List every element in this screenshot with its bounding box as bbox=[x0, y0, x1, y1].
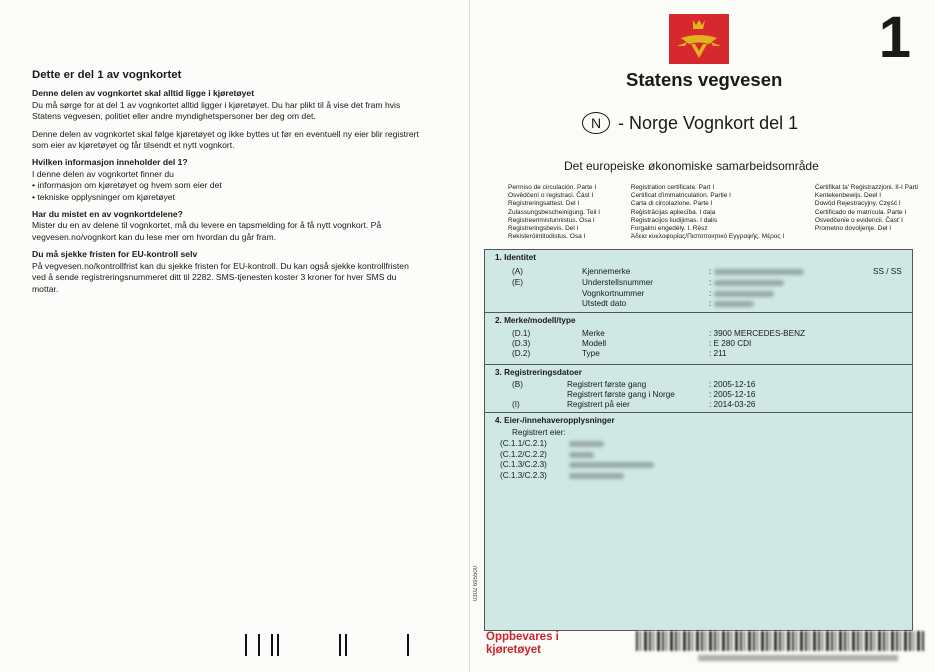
section-title: Du må sjekke fristen for EU-kontroll selv bbox=[32, 249, 198, 260]
redacted-value: : bbox=[709, 267, 804, 276]
lang-column-2: Registration certificate. Part I Certificat d'immatriculation. Partie I Carta di circolazione. Parte I Reģistrācijas apliecība. I daļa Registracijos liudijimas. I dalis Forgalmi engedély. I. Rész Άδεια κυκλοφορίας/Πιστοποιητικό Εγγραφής. Μέρος I bbox=[630, 184, 785, 241]
language-translations bbox=[508, 184, 918, 241]
redacted-barcode-number bbox=[698, 655, 898, 661]
document-title-text: - Norge Vognkort del 1 bbox=[618, 112, 799, 133]
right-page bbox=[470, 0, 935, 672]
section-title: 3. Registreringsdatoer bbox=[495, 368, 582, 377]
page-number: 1 bbox=[878, 5, 911, 70]
statens-vegvesen-logo-icon bbox=[669, 14, 729, 64]
bullet-item: • informasjon om kjøretøyet og hvem som eier det bbox=[32, 180, 424, 191]
bullet-list bbox=[32, 180, 424, 203]
barcode-icon bbox=[636, 631, 926, 651]
registration-form bbox=[484, 249, 913, 631]
form-row: (C.1.2/C.2.2) bbox=[485, 450, 912, 460]
form-row: (D.1) Merke : 3900 MERCEDES-BENZ bbox=[512, 329, 806, 338]
section-title: 2. Merke/modell/type bbox=[495, 316, 576, 325]
eea-label: Det europeiske økonomiske samarbeidsområde bbox=[564, 159, 819, 173]
paragraph: I denne delen av vognkortet finner du bbox=[32, 168, 174, 179]
section-title: 1. Identitet bbox=[495, 253, 536, 262]
form-row: (D.3) Modell : E 280 CDI bbox=[512, 339, 752, 348]
bullet-item: • tekniske opplysninger om kjøretøyet bbox=[32, 192, 424, 203]
section-identity bbox=[485, 250, 912, 312]
form-row: (C.1.1/C.2.1) bbox=[485, 439, 912, 449]
paragraph: På vegvesen.no/kontrollfrist kan du sjekke fristen for EU-kontroll. Du kan også sjekke kontrollfristen ved å sende registreringsnummeret ditt til 2282. SMS-tjenesten koster 3 kroner for hver SMS du mottar. bbox=[32, 260, 409, 294]
section-title: Denne delen av vognkortet skal alltid ligge i kjøretøyet bbox=[32, 88, 255, 99]
section-title: 4. Eier-/innehaveropplysninger bbox=[495, 416, 615, 425]
form-serial-number: 0302 695500 bbox=[473, 566, 479, 602]
document-title bbox=[582, 112, 798, 134]
lang-column-3: Ċertifikat ta' Reġistrazzjoni. II-I Parti Kentekenbewijs. Deel I Dowód Rejestracyjny. Część I Certificado de matrícula. Parte I Osvedčenie o evidencii. Časť I Prometno dovoljenje. Del I bbox=[814, 184, 918, 233]
form-row: (E) Understellsnummer : bbox=[485, 278, 912, 288]
form-row: (B) Registrert første gang : 2005-12-16 bbox=[512, 380, 756, 389]
form-row: Vognkortnummer : bbox=[485, 289, 912, 299]
info-text bbox=[32, 70, 424, 301]
form-row: (D.2) Type : 211 bbox=[512, 349, 727, 358]
redacted-value: : bbox=[709, 278, 784, 287]
left-heading: Dette er del 1 av vognkortet bbox=[32, 69, 182, 81]
ss-value: SS / SS bbox=[873, 267, 902, 276]
keep-in-vehicle-notice: Oppbevares i kjøretøyet bbox=[486, 631, 559, 656]
section-title: Har du mistet en av vognkortdelene? bbox=[32, 209, 183, 220]
form-row: (I) Registrert på eier : 2014-03-26 bbox=[512, 400, 756, 409]
agency-name: Statens vegvesen bbox=[626, 69, 783, 90]
form-row: Utstedt dato : bbox=[485, 299, 912, 309]
form-row: Registrert eier: bbox=[512, 428, 566, 437]
section-make-model bbox=[485, 312, 912, 364]
form-row: (A) Kjennemerke : SS / SS bbox=[512, 267, 902, 276]
form-row: (C.1.3/C.2.3) bbox=[485, 471, 912, 481]
paragraph: Mister du en av delene til vognkortet, må du levere en tapsmelding for å få nytt vognkort. På vegvesen.no/vognkort kan du lese mer om hvordan du går fram. bbox=[32, 220, 382, 242]
redacted-value: : bbox=[709, 289, 774, 298]
cut-marks bbox=[245, 634, 420, 656]
paragraph: Du må sørge for at del 1 av vognkortet alltid ligger i kjøretøyet. Du har plikt til å vise det fram hvis Statens vegvesen, politiet eller andre myndighetspersoner ber deg om det. bbox=[32, 99, 401, 122]
section-title: Hvilken informasjon inneholder del 1? bbox=[32, 157, 188, 168]
paragraph: Denne delen av vognkortet skal følge kjøretøyet og ikke byttes ut før en eventuell ny eier blir registrert som eier av kjøretøyet og får tilsendt et nytt vognkort. bbox=[32, 128, 419, 151]
form-row: Registrert første gang i Norge : 2005-12-16 bbox=[567, 390, 756, 399]
section-owner bbox=[485, 412, 912, 630]
lang-column-1: Permiso de circulación. Parte I Osvědčení o registraci. Část I Registreringsattest. Del I Zulassungsbescheinigung. Teil I Registreerimistunnistus. Osa I Registreringsbevis. Del I Rekisteröintitodistus. Osa I bbox=[508, 184, 601, 241]
country-code-badge: N bbox=[582, 112, 610, 134]
form-row: (C.1.3/C.2.3) bbox=[485, 460, 912, 470]
redacted-value: : bbox=[709, 299, 754, 308]
section-registration-dates bbox=[485, 364, 912, 412]
